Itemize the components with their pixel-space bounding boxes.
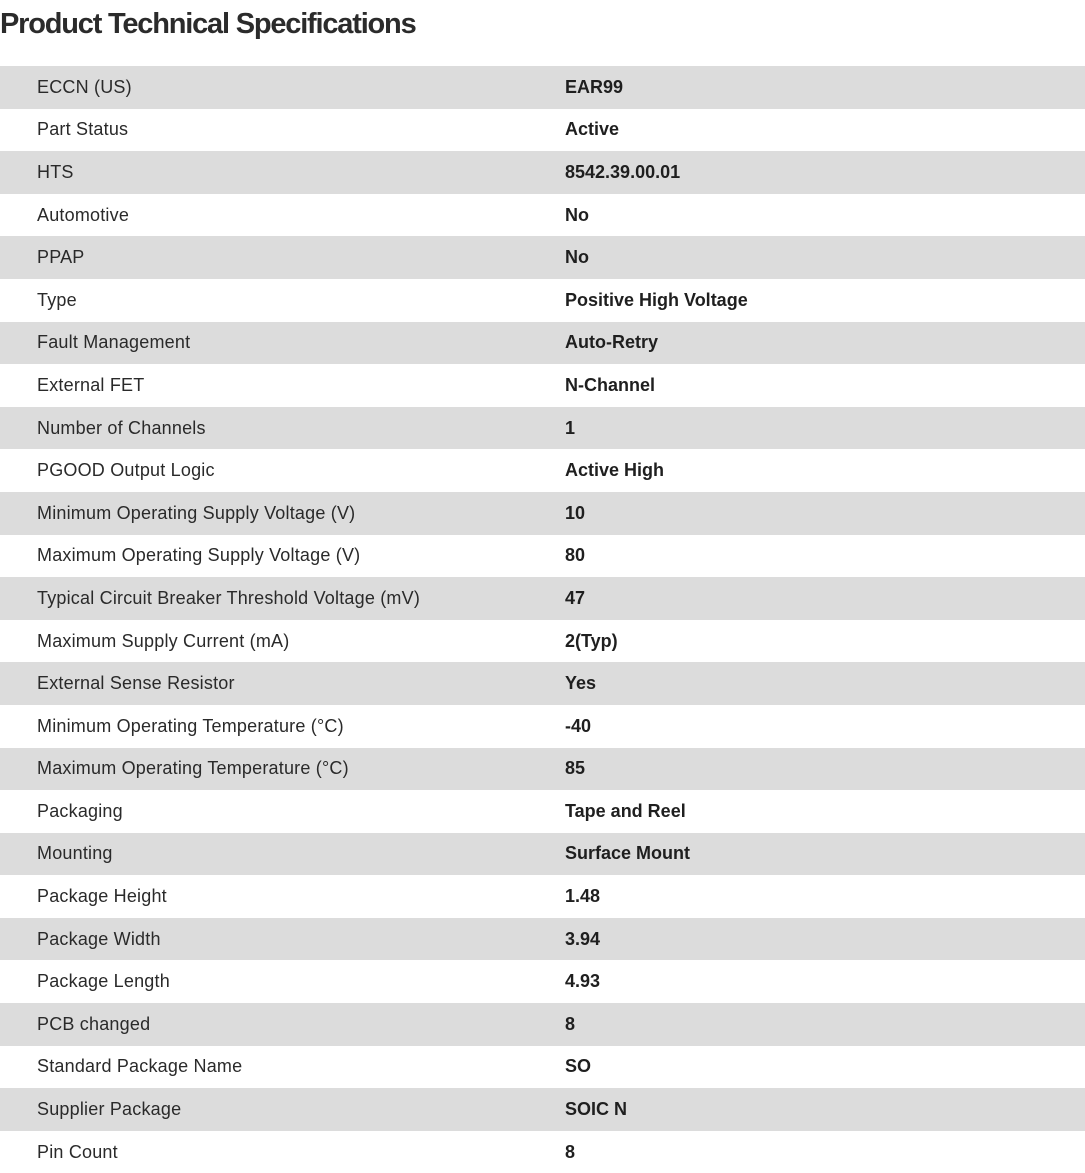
spec-label: Maximum Supply Current (mA) — [0, 620, 565, 663]
table-row — [0, 236, 1085, 279]
table-row — [0, 918, 1085, 961]
spec-value: Active High — [565, 449, 1085, 492]
table-row — [0, 1088, 1085, 1131]
spec-value: SO — [565, 1046, 1085, 1089]
spec-label: Maximum Operating Temperature (°C) — [0, 748, 565, 791]
spec-table — [0, 66, 1085, 1173]
spec-value: 10 — [565, 492, 1085, 535]
table-row — [0, 194, 1085, 237]
spec-value: -40 — [565, 705, 1085, 748]
spec-label: External Sense Resistor — [0, 662, 565, 705]
spec-label: PGOOD Output Logic — [0, 449, 565, 492]
table-row — [0, 620, 1085, 663]
table-row — [0, 322, 1085, 365]
spec-label: Standard Package Name — [0, 1046, 565, 1089]
table-row — [0, 535, 1085, 578]
table-row — [0, 407, 1085, 450]
spec-value: Positive High Voltage — [565, 279, 1085, 322]
spec-label: Minimum Operating Supply Voltage (V) — [0, 492, 565, 535]
table-row — [0, 151, 1085, 194]
spec-label: Minimum Operating Temperature (°C) — [0, 705, 565, 748]
spec-label: PCB changed — [0, 1003, 565, 1046]
spec-label: Type — [0, 279, 565, 322]
spec-value: 1 — [565, 407, 1085, 450]
table-row — [0, 1003, 1085, 1046]
spec-label: Package Height — [0, 875, 565, 918]
spec-value: EAR99 — [565, 66, 1085, 109]
table-row — [0, 662, 1085, 705]
spec-value: 2(Typ) — [565, 620, 1085, 663]
table-row — [0, 833, 1085, 876]
spec-label: Fault Management — [0, 322, 565, 365]
spec-label: Package Length — [0, 960, 565, 1003]
spec-label: ECCN (US) — [0, 66, 565, 109]
spec-value: 8 — [565, 1003, 1085, 1046]
spec-value: 1.48 — [565, 875, 1085, 918]
spec-value: 8 — [565, 1131, 1085, 1173]
spec-label: Pin Count — [0, 1131, 565, 1173]
spec-value: Yes — [565, 662, 1085, 705]
spec-label: Supplier Package — [0, 1088, 565, 1131]
spec-value: N-Channel — [565, 364, 1085, 407]
table-row — [0, 66, 1085, 109]
spec-label: HTS — [0, 151, 565, 194]
spec-value: 4.93 — [565, 960, 1085, 1003]
table-row — [0, 790, 1085, 833]
table-row — [0, 577, 1085, 620]
spec-value: 3.94 — [565, 918, 1085, 961]
spec-label: Typical Circuit Breaker Threshold Voltage (mV) — [0, 577, 565, 620]
table-row — [0, 449, 1085, 492]
spec-label: External FET — [0, 364, 565, 407]
spec-value: Surface Mount — [565, 833, 1085, 876]
spec-value: SOIC N — [565, 1088, 1085, 1131]
spec-value: Active — [565, 109, 1085, 152]
table-row — [0, 1046, 1085, 1089]
spec-value: 80 — [565, 535, 1085, 578]
table-row — [0, 705, 1085, 748]
spec-value: Tape and Reel — [565, 790, 1085, 833]
spec-label: PPAP — [0, 236, 565, 279]
spec-label: Maximum Operating Supply Voltage (V) — [0, 535, 565, 578]
spec-label: Packaging — [0, 790, 565, 833]
spec-label: Part Status — [0, 109, 565, 152]
spec-value: No — [565, 236, 1085, 279]
table-row — [0, 960, 1085, 1003]
spec-label: Package Width — [0, 918, 565, 961]
table-row — [0, 364, 1085, 407]
table-row — [0, 1131, 1085, 1173]
spec-value: 8542.39.00.01 — [565, 151, 1085, 194]
spec-value: 47 — [565, 577, 1085, 620]
spec-value: Auto-Retry — [565, 322, 1085, 365]
table-row — [0, 748, 1085, 791]
spec-value: No — [565, 194, 1085, 237]
spec-label: Automotive — [0, 194, 565, 237]
table-row — [0, 279, 1085, 322]
table-row — [0, 875, 1085, 918]
table-row — [0, 109, 1085, 152]
spec-value: 85 — [565, 748, 1085, 791]
table-row — [0, 492, 1085, 535]
spec-label: Number of Channels — [0, 407, 565, 450]
spec-label: Mounting — [0, 833, 565, 876]
page-title: Product Technical Specifications — [0, 8, 416, 40]
